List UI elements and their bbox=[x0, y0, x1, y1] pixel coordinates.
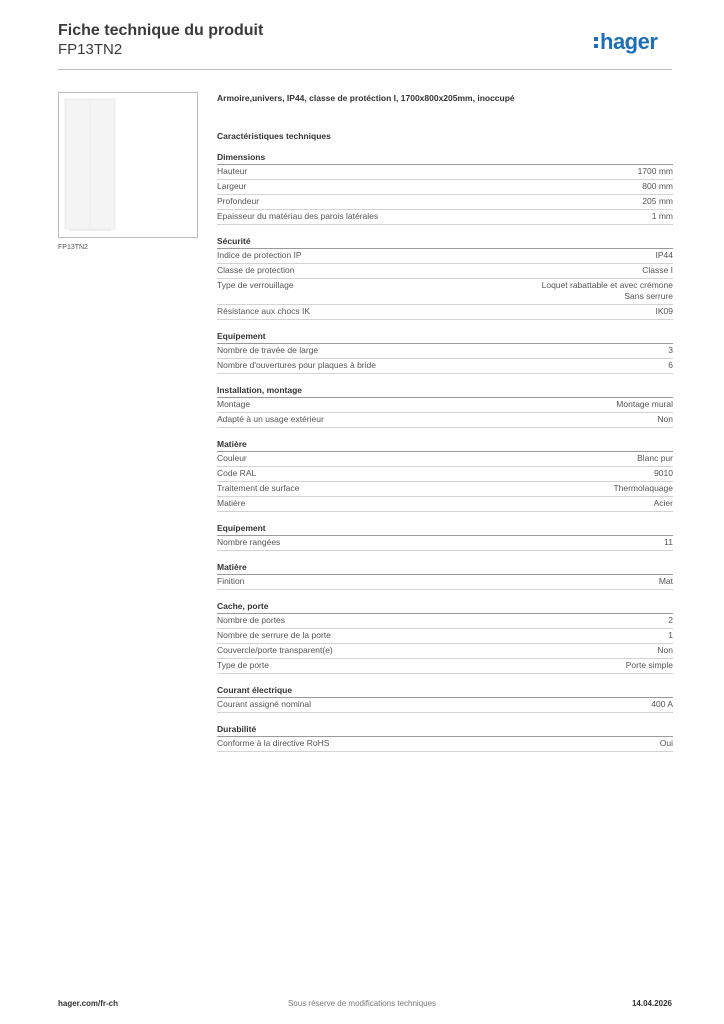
footer-date: 14.04.2026 bbox=[631, 999, 672, 1008]
spec-value-line: Oui bbox=[659, 738, 673, 748]
spec-section bbox=[217, 561, 673, 590]
spec-value bbox=[657, 645, 673, 656]
spec-label: Finition bbox=[217, 576, 245, 586]
spec-section bbox=[217, 522, 673, 551]
spec-row bbox=[217, 536, 673, 551]
section-heading: Dimensions bbox=[217, 151, 673, 165]
spec-value bbox=[664, 537, 673, 548]
spec-label: Couvercle/porte transparent(e) bbox=[217, 645, 333, 655]
spec-row bbox=[217, 644, 673, 659]
spec-value-line: 6 bbox=[668, 360, 673, 370]
spec-value-line: Blanc pur bbox=[637, 453, 673, 463]
spec-value-line: Mat bbox=[658, 576, 673, 586]
spec-section bbox=[217, 684, 673, 713]
spec-row bbox=[217, 413, 673, 428]
spec-label: Indice de protection IP bbox=[217, 250, 302, 260]
spec-section bbox=[217, 330, 673, 374]
spec-value-line: 9010 bbox=[654, 468, 673, 478]
spec-row bbox=[217, 180, 673, 195]
spec-row bbox=[217, 279, 673, 305]
section-heading: Matière bbox=[217, 438, 673, 452]
spec-row bbox=[217, 305, 673, 320]
footer-website[interactable]: hager.com/fr-ch bbox=[58, 999, 119, 1008]
spec-value bbox=[542, 280, 673, 302]
spec-label: Traitement de surface bbox=[217, 483, 300, 493]
spec-value-line: 2 bbox=[668, 615, 673, 625]
spec-label: Nombre de travée de large bbox=[217, 345, 319, 355]
spec-value-line: Non bbox=[657, 414, 673, 424]
footer-notice: Sous réserve de modifications techniques bbox=[287, 999, 437, 1008]
spec-row bbox=[217, 659, 673, 674]
spec-value-line: Acier bbox=[653, 498, 673, 508]
product-reference: FP13TN2 bbox=[58, 41, 123, 58]
spec-value-line: 800 mm bbox=[642, 181, 673, 191]
spec-value bbox=[651, 699, 673, 710]
spec-row bbox=[217, 698, 673, 713]
svg-text:hager: hager bbox=[600, 29, 658, 54]
spec-value bbox=[668, 345, 673, 356]
spec-value-line: Sans serrure bbox=[624, 291, 673, 301]
spec-value-line: Thermolaquage bbox=[613, 483, 673, 493]
spec-label: Montage bbox=[217, 399, 251, 409]
spec-row bbox=[217, 737, 673, 752]
spec-row bbox=[217, 452, 673, 467]
spec-row bbox=[217, 249, 673, 264]
spec-label: Courant assigné nominal bbox=[217, 699, 312, 709]
spec-value bbox=[638, 166, 673, 177]
spec-label: Profondeur bbox=[217, 196, 260, 206]
spec-label: Nombre rangées bbox=[217, 537, 281, 547]
spec-value-line: 1 mm bbox=[651, 211, 673, 221]
spec-value-line: 3 bbox=[668, 345, 673, 355]
spec-label: Code RAL bbox=[217, 468, 257, 478]
page-title: Fiche technique du produit bbox=[58, 22, 264, 39]
spec-label: Epaisseur du matériau des parois latérales bbox=[217, 211, 379, 221]
spec-value-line: IK09 bbox=[655, 306, 673, 316]
spec-value bbox=[613, 483, 673, 494]
spec-row bbox=[217, 482, 673, 497]
spec-label: Type de porte bbox=[217, 660, 269, 670]
product-description: Armoire,univers, IP44, classe de protéction I, 1700x800x205mm, inoccupé bbox=[217, 93, 515, 103]
spec-value bbox=[668, 615, 673, 626]
spec-value-line: Montage mural bbox=[616, 399, 673, 409]
spec-label: Adapté à un usage extérieur bbox=[217, 414, 324, 424]
spec-value-line: Porte simple bbox=[625, 660, 673, 670]
spec-value bbox=[660, 738, 673, 749]
section-heading: Equipement bbox=[217, 330, 673, 344]
spec-label: Résistance aux chocs IK bbox=[217, 306, 311, 316]
spec-row bbox=[217, 359, 673, 374]
section-heading: Courant électrique bbox=[217, 684, 673, 698]
spec-row bbox=[217, 467, 673, 482]
spec-value-line: Loquet rabattable et avec crémone bbox=[541, 280, 673, 290]
spec-label: Type de verrouillage bbox=[217, 280, 294, 290]
section-heading: Matière bbox=[217, 561, 673, 575]
spec-value bbox=[616, 399, 673, 410]
spec-label: Couleur bbox=[217, 453, 247, 463]
spec-label: Largeur bbox=[217, 181, 247, 191]
spec-row bbox=[217, 398, 673, 413]
spec-value-line: 400 A bbox=[651, 699, 673, 709]
spec-section bbox=[217, 235, 673, 320]
spec-value bbox=[637, 453, 673, 464]
section-heading: Sécurité bbox=[217, 235, 673, 249]
spec-section bbox=[217, 384, 673, 428]
spec-value-line: 1 bbox=[668, 630, 673, 640]
spec-value bbox=[626, 660, 673, 671]
spec-value-line: 11 bbox=[664, 537, 673, 547]
spec-value-line: 205 mm bbox=[642, 196, 673, 206]
spec-row bbox=[217, 575, 673, 590]
spec-row bbox=[217, 497, 673, 512]
tech-title: Caractéristiques techniques bbox=[217, 131, 331, 141]
spec-label: Nombre de portes bbox=[217, 615, 286, 625]
spec-value bbox=[654, 468, 673, 479]
spec-row bbox=[217, 264, 673, 279]
spec-value-line: IP44 bbox=[655, 250, 673, 260]
spec-value bbox=[654, 498, 673, 509]
spec-row bbox=[217, 195, 673, 210]
spec-label: Hauteur bbox=[217, 166, 248, 176]
spec-value bbox=[657, 414, 673, 425]
spec-sections bbox=[217, 151, 673, 752]
image-caption: FP13TN2 bbox=[58, 244, 88, 251]
hager-logo bbox=[594, 29, 674, 55]
section-heading: Cache, porte bbox=[217, 600, 673, 614]
spec-section bbox=[217, 151, 673, 225]
spec-value bbox=[642, 181, 673, 192]
spec-section bbox=[217, 723, 673, 752]
spec-value bbox=[656, 306, 674, 317]
spec-value bbox=[642, 265, 673, 276]
header-divider bbox=[58, 69, 672, 70]
spec-row bbox=[217, 165, 673, 180]
spec-row bbox=[217, 210, 673, 225]
spec-value bbox=[652, 211, 673, 222]
spec-value-line: Non bbox=[657, 645, 673, 655]
section-heading: Durabilité bbox=[217, 723, 673, 737]
spec-row bbox=[217, 614, 673, 629]
spec-value bbox=[642, 196, 673, 207]
spec-label: Nombre d'ouvertures pour plaques à bride bbox=[217, 360, 376, 370]
spec-label: Conforme à la directive RoHS bbox=[217, 738, 330, 748]
spec-label: Matière bbox=[217, 498, 246, 508]
spec-value bbox=[668, 360, 673, 371]
spec-label: Classe de protection bbox=[217, 265, 295, 275]
product-image bbox=[58, 92, 198, 238]
spec-label: Nombre de serrure de la porte bbox=[217, 630, 331, 640]
spec-value-line: 1700 mm bbox=[637, 166, 673, 176]
spec-value bbox=[668, 630, 673, 641]
spec-content bbox=[217, 92, 673, 762]
spec-section bbox=[217, 600, 673, 674]
spec-value bbox=[656, 250, 674, 261]
spec-row bbox=[217, 629, 673, 644]
spec-value-line: Classe I bbox=[642, 265, 673, 275]
spec-value bbox=[659, 576, 673, 587]
section-heading: Equipement bbox=[217, 522, 673, 536]
section-heading: Installation, montage bbox=[217, 384, 673, 398]
spec-row bbox=[217, 344, 673, 359]
spec-section bbox=[217, 438, 673, 512]
